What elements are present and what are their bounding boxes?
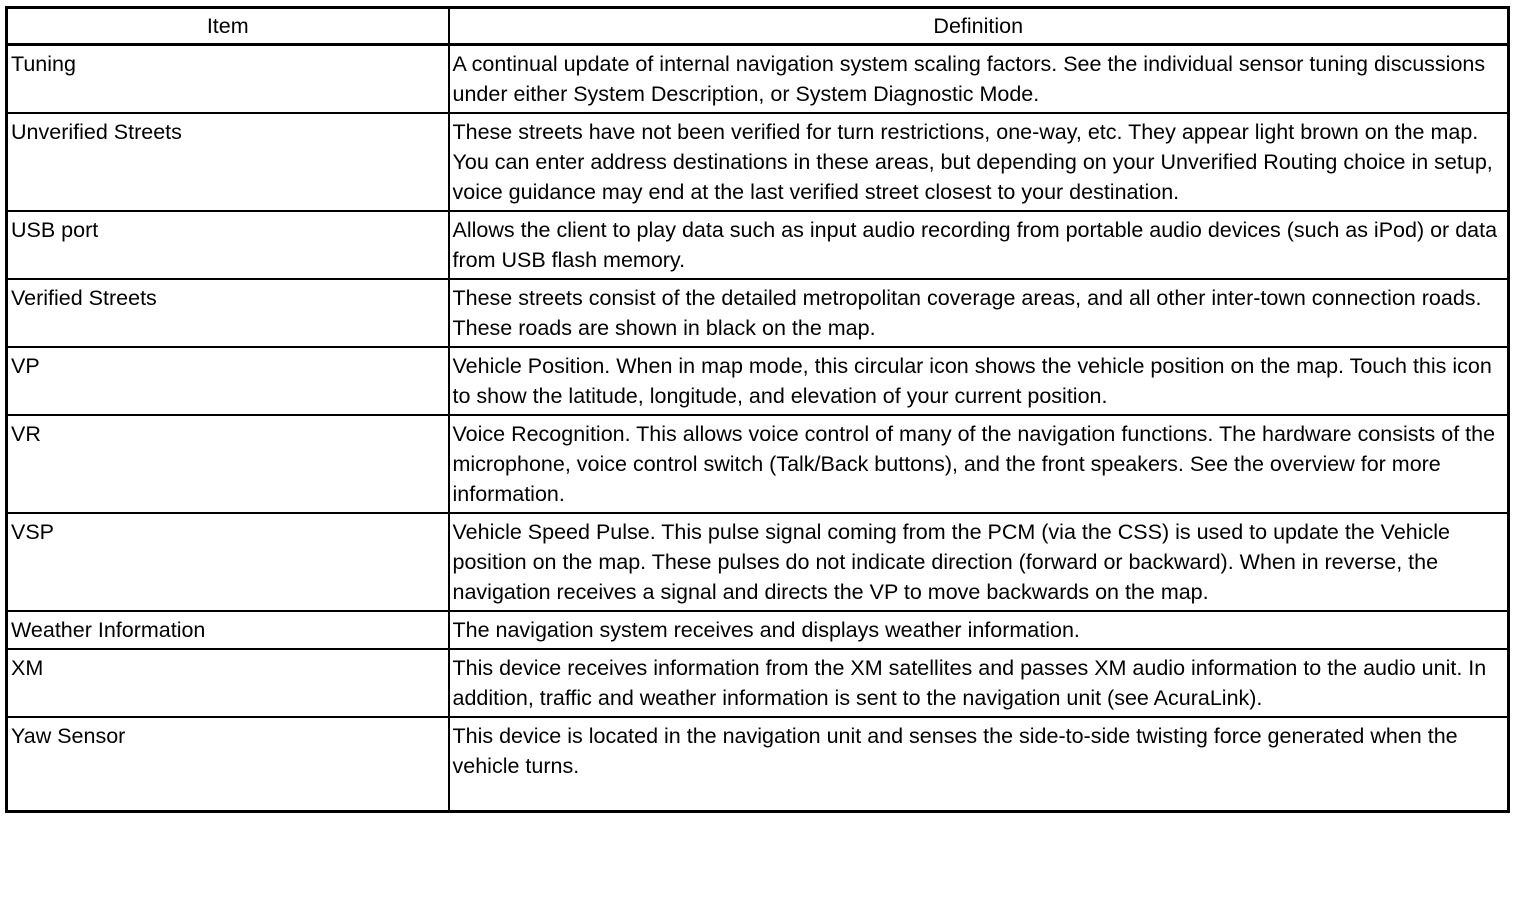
table-row — [7, 415, 1509, 513]
definition-cell: Vehicle Position. When in map mode, this circular icon shows the vehicle position on the map. Touch this icon to show the latitude, longitude, and elevation of your current position. — [449, 347, 1509, 415]
definition-cell: Voice Recognition. This allows voice control of many of the navigation functions. The hardware consists of the microphone, voice control switch (Talk/Back buttons), and the front speakers. See the overview for more information. — [449, 415, 1509, 513]
table-row — [7, 611, 1509, 649]
item-cell: VSP — [7, 513, 449, 611]
table-row — [7, 211, 1509, 279]
item-cell: VR — [7, 415, 449, 513]
table-row — [7, 717, 1509, 812]
glossary-table — [5, 6, 1510, 813]
definition-cell: This device receives information from the XM satellites and passes XM audio information to the audio unit. In addition, traffic and weather information is sent to the navigation unit (see AcuraLink). — [449, 649, 1509, 717]
item-cell: XM — [7, 649, 449, 717]
item-cell: Tuning — [7, 45, 449, 114]
item-cell: Unverified Streets — [7, 113, 449, 211]
item-cell: VP — [7, 347, 449, 415]
table-row — [7, 649, 1509, 717]
item-cell: Verified Streets — [7, 279, 449, 347]
table-row — [7, 513, 1509, 611]
table-row — [7, 279, 1509, 347]
definition-cell: Allows the client to play data such as input audio recording from portable audio devices (such as iPod) or data from USB flash memory. — [449, 211, 1509, 279]
item-cell: USB port — [7, 211, 449, 279]
definition-cell: The navigation system receives and displays weather information. — [449, 611, 1509, 649]
item-cell: Weather Information — [7, 611, 449, 649]
table-row — [7, 113, 1509, 211]
table-row — [7, 45, 1509, 114]
header-row — [7, 8, 1509, 45]
definition-cell: A continual update of internal navigation system scaling factors. See the individual sensor tuning discussions under either System Description, or System Diagnostic Mode. — [449, 45, 1509, 114]
definition-cell: This device is located in the navigation unit and senses the side-to-side twisting force generated when the vehicle turns. — [449, 717, 1509, 812]
item-cell: Yaw Sensor — [7, 717, 449, 812]
definition-cell: Vehicle Speed Pulse. This pulse signal coming from the PCM (via the CSS) is used to update the Vehicle position on the map. These pulses do not indicate direction (forward or backward). When in reverse, the navigation receives a signal and directs the VP to move backwards on the map. — [449, 513, 1509, 611]
column-header-item: Item — [7, 8, 449, 45]
definition-cell: These streets consist of the detailed metropolitan coverage areas, and all other inter-town connection roads. These roads are shown in black on the map. — [449, 279, 1509, 347]
column-header-definition: Definition — [449, 8, 1509, 45]
table-row — [7, 347, 1509, 415]
definition-cell: These streets have not been verified for turn restrictions, one-way, etc. They appear light brown on the map. You can enter address destinations in these areas, but depending on your Unverified Routing choice in setup, voice guidance may end at the last verified street closest to your destination. — [449, 113, 1509, 211]
